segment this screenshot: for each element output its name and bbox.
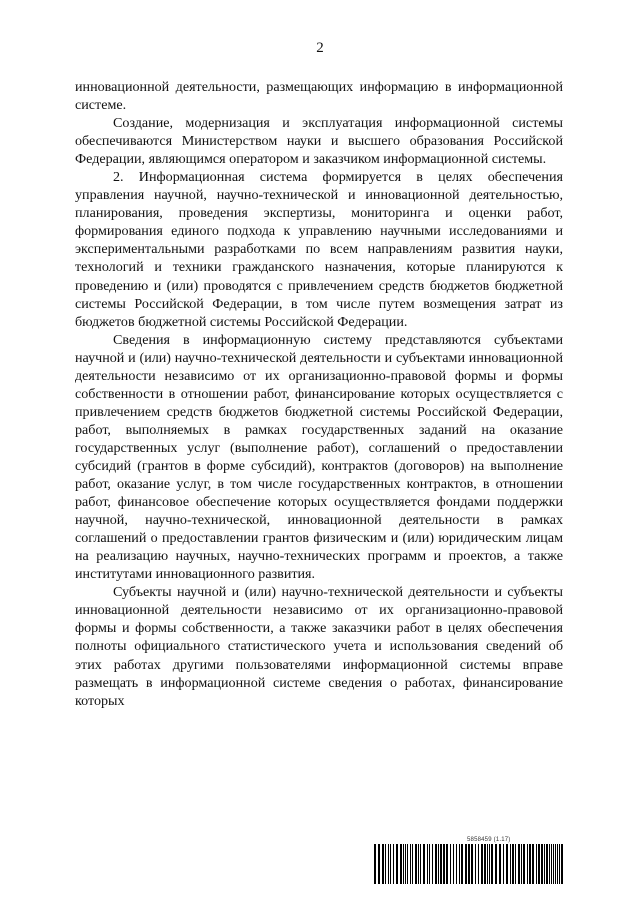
paragraph-submission: Сведения в информационную систему представляются субъектами научной и (или) научно-технической деятельности и субъектами инновационной деятельности независимо от их организационно-правовой формы и формы собственности в отношении работ, финансирование которых осуществляется с привлечением средств бюджетов бюджетной системы Российской Федерации, работ, выполняемых в рамках государственных заданий на оказание государственных услуг (выполнение работ), соглашений о предоставлении субсидий (грантов в форме субсидий), контрактов (договоров) на выполнение работ, оказание услуг, в том числе государственных контрактов, в отношении работ, финансовое обеспечение которых осуществляется фондами поддержки научной, научно-технической, инновационной деятельности в рамках соглашений о предоставлении грантов физическим и (или) юридическим лицам на реализацию научных, научно-технических программ и проектов, а также институтами инновационного развития. (75, 331, 563, 583)
barcode-icon (374, 844, 564, 884)
paragraph-continuation: инновационной деятельности, размещающих информацию в информационной системе. (75, 79, 563, 114)
paragraph-operator: Создание, модернизация и эксплуатация информационной системы обеспечиваются Министерством науки и высшего образования Российской Федерации, являющимся оператором и заказчиком информационной системы. (75, 115, 563, 168)
paragraph-purpose: 2. Информационная система формируется в целях обеспечения управления научной, научно-технической и инновационной деятельностью, планирования, проведения экспертизы, мониторинга и оценки работ, формирования единого подхода к управлению научными исследованиями и экспериментальными разработками по всем направлениям развития науки, технологий и техники гражданского назначения, которые планируются к проведению и (или) проводятся с привлечением средств бюджетов бюджетной системы Российской Федерации, в том числе путем возмещения затрат из бюджетов бюджетной системы Российской Федерации. (75, 169, 563, 330)
document-body (75, 78, 563, 710)
paragraph-subjects: Субъекты научной и (или) научно-технической деятельности и субъекты инновационной деятельности независимо от их организационно-правовой формы и формы собственности, а также заказчики работ в целях обеспечения полноты официального статистического учета и использования сведений об этих работах другими пользователями информационной системы вправе размещать в информационной системе сведения о работах, финансирование которых (75, 584, 563, 709)
document-code: 5858459 (1.17) (467, 837, 511, 843)
page-number: 2 (316, 40, 324, 56)
